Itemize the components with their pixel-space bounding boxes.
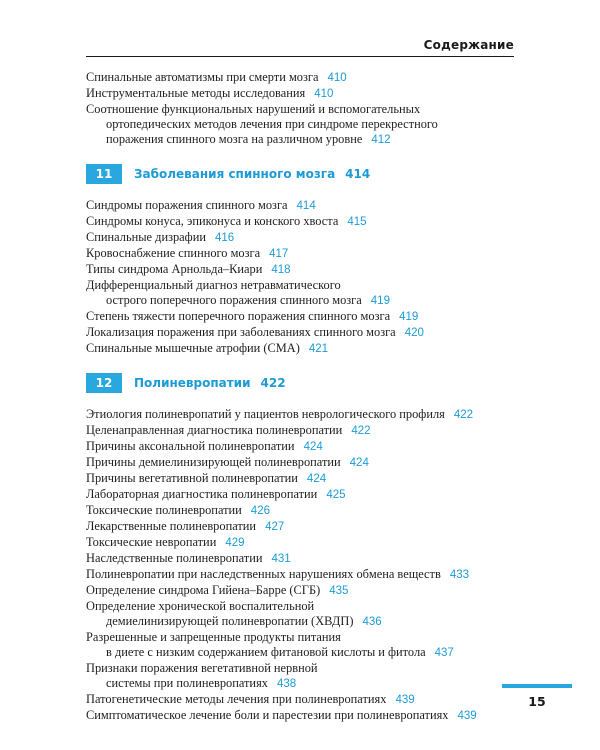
toc-entry-title: Токсические невропатии [86,535,217,549]
toc-entry[interactable] [86,246,526,262]
toc-entry-title: Наследственные полиневропатии [86,551,263,565]
toc-entry-page-number: 425 [326,489,346,501]
toc-entry[interactable] [86,439,526,455]
toc-entry-title: Инструментальные методы исследования [86,86,306,100]
toc-entry-title: Патогенетические методы лечения при полиневропатиях [86,692,387,706]
toc-entry[interactable] [86,70,526,86]
page-number: 15 [528,694,546,709]
toc-entry-title: Определение синдрома Гийена–Барре (СГБ) [86,583,321,597]
toc-entry-title: Спинальные мышечные атрофии (СМА) [86,341,300,355]
toc-entry[interactable] [86,487,526,503]
toc-entry-page-number: 410 [314,88,334,100]
toc-entry-page-number: 419 [370,295,390,307]
toc-entry[interactable] [86,551,526,567]
toc-entry-page-number: 439 [457,710,477,722]
toc-entry[interactable] [86,230,526,246]
toc-entry-title: Определение хронической воспалительной [86,599,315,613]
toc-entry-title: Причины аксональной полиневропатии [86,439,295,453]
toc-entry[interactable] [86,708,526,724]
toc-entry[interactable] [86,341,526,357]
toc-entry[interactable] [86,503,526,519]
toc-entry-page-number: 427 [265,521,285,533]
toc-entry-title: Спинальные автоматизмы при смерти мозга [86,70,319,84]
toc-entry-page-number: 438 [276,678,297,690]
toc-entry-page-number: 412 [371,134,391,146]
toc-entry[interactable] [86,86,526,102]
toc-entry-title: Полиневропатии при наследственных нарушениях обмена веществ [86,567,441,581]
toc-entry[interactable] [86,309,526,325]
toc-entry-title: Типы синдрома Арнольда–Киари [86,262,263,276]
toc-entry-title: Лабораторная диагностика полиневропатии [86,487,318,501]
toc-entry-page-number: 418 [271,264,291,276]
chapter-number-badge: 12 [86,373,122,393]
toc-entry[interactable] [86,471,526,487]
toc-entry-title: Причины вегетативной полиневропатии [86,471,298,485]
toc-entry[interactable] [86,599,526,630]
toc-entry[interactable] [86,325,526,341]
toc-entry[interactable] [86,455,526,471]
page-number-rule [502,684,572,688]
toc-entry-page-number: 421 [308,343,329,355]
toc-entry-title: Этиология полиневропатий у пациентов неврологического профиля [86,407,445,421]
toc-entry[interactable] [86,567,526,583]
toc-entry[interactable] [86,214,526,230]
toc-entry-page-number: 424 [303,441,323,453]
toc-entry-page-number: 437 [434,647,454,659]
chapter-title: Заболевания спинного мозга [134,167,336,181]
chapter-title: Полиневропатии [134,376,251,390]
toc-entry-title-continuation: поражения спинного мозга на различном уровне [106,132,363,146]
chapter-heading[interactable] [86,162,526,186]
toc-entry-title-continuation: острого поперечного поражения спинного мозга [106,293,362,307]
toc-entry-page-number: 426 [250,505,270,517]
toc-entry-title: Соотношение функциональных нарушений и вспомогательных [86,102,421,116]
toc-entry-title: Синдромы поражения спинного мозга [86,198,288,212]
toc-entry-title: Целенаправленная диагностика полиневропатии [86,423,343,437]
chapter-page-number: 422 [260,376,286,390]
toc-entry[interactable] [86,583,526,599]
toc-entry-page-number: 422 [351,425,371,437]
toc-entry-page-number: 410 [327,72,347,84]
toc-entry[interactable] [86,423,526,439]
toc-entry-title-continuation: демиелинизирующей полиневропатии (ХВДП) [106,614,354,628]
toc-entry-page-number: 420 [404,327,424,339]
toc-entry-title: Разрешенные и запрещенные продукты питания [86,630,341,644]
toc-entry[interactable] [86,661,526,692]
toc-entry-page-number: 431 [271,553,291,565]
toc-entry-title: Степень тяжести поперечного поражения спинного мозга [86,309,391,323]
chapter-number-badge: 11 [86,164,122,184]
toc-entry-page-number: 435 [329,585,349,597]
toc-entry-page-number: 424 [306,473,327,485]
toc-entry-title: Лекарственные полиневропатии [86,519,257,533]
toc-entry-title: Токсические полиневропатии [86,503,242,517]
toc-entry-page-number: 433 [449,569,470,581]
toc-entry-page-number: 424 [349,457,369,469]
toc-entry-title: Кровоснабжение спинного мозга [86,246,261,260]
toc-entry-title: Дифференциальный диагноз нетравматического [86,278,341,292]
toc-entry-title-continuation: системы при полиневропатиях [106,676,268,690]
toc-entry[interactable] [86,262,526,278]
toc-entry-page-number: 415 [347,216,367,228]
toc-entry-title-continuation: в диете с низким содержанием фитановой кислоты и фитола [106,645,426,659]
toc-entry-title: Локализация поражения при заболеваниях спинного мозга [86,325,396,339]
toc-entry[interactable] [86,535,526,551]
toc-entry-title: Симптоматическое лечение боли и парестезии при полиневропатиях [86,708,449,722]
toc-entry[interactable] [86,102,526,148]
running-head [86,38,514,57]
running-head-title: Содержание [423,38,514,52]
toc-entry-title-continuation: ортопедических методов лечения при синдроме перекрестного [106,117,438,131]
toc-entry-title: Спинальные дизрафии [86,230,206,244]
toc-entry-page-number: 419 [399,311,419,323]
chapter-page-number: 414 [345,167,371,181]
toc-entry-page-number: 436 [362,616,382,628]
table-of-contents [86,70,526,724]
toc-entry-page-number: 422 [453,409,474,421]
chapter-heading[interactable] [86,371,526,395]
toc-entry-page-number: 439 [395,694,415,706]
toc-entry[interactable] [86,630,526,661]
toc-entry-title: Синдромы конуса, эпиконуса и конского хвоста [86,214,339,228]
toc-entry-title: Признаки поражения вегетативной нервной [86,661,318,675]
toc-entry-page-number: 429 [225,537,245,549]
toc-entry-title: Причины демиелинизирующей полиневропатии [86,455,341,469]
toc-entry-page-number: 414 [296,200,316,212]
toc-entry[interactable] [86,519,526,535]
toc-entry[interactable] [86,692,526,708]
toc-entry[interactable] [86,198,526,214]
toc-entry-page-number: 417 [269,248,289,260]
toc-entry[interactable] [86,407,526,423]
toc-entry[interactable] [86,278,526,309]
toc-entry-page-number: 416 [214,232,235,244]
